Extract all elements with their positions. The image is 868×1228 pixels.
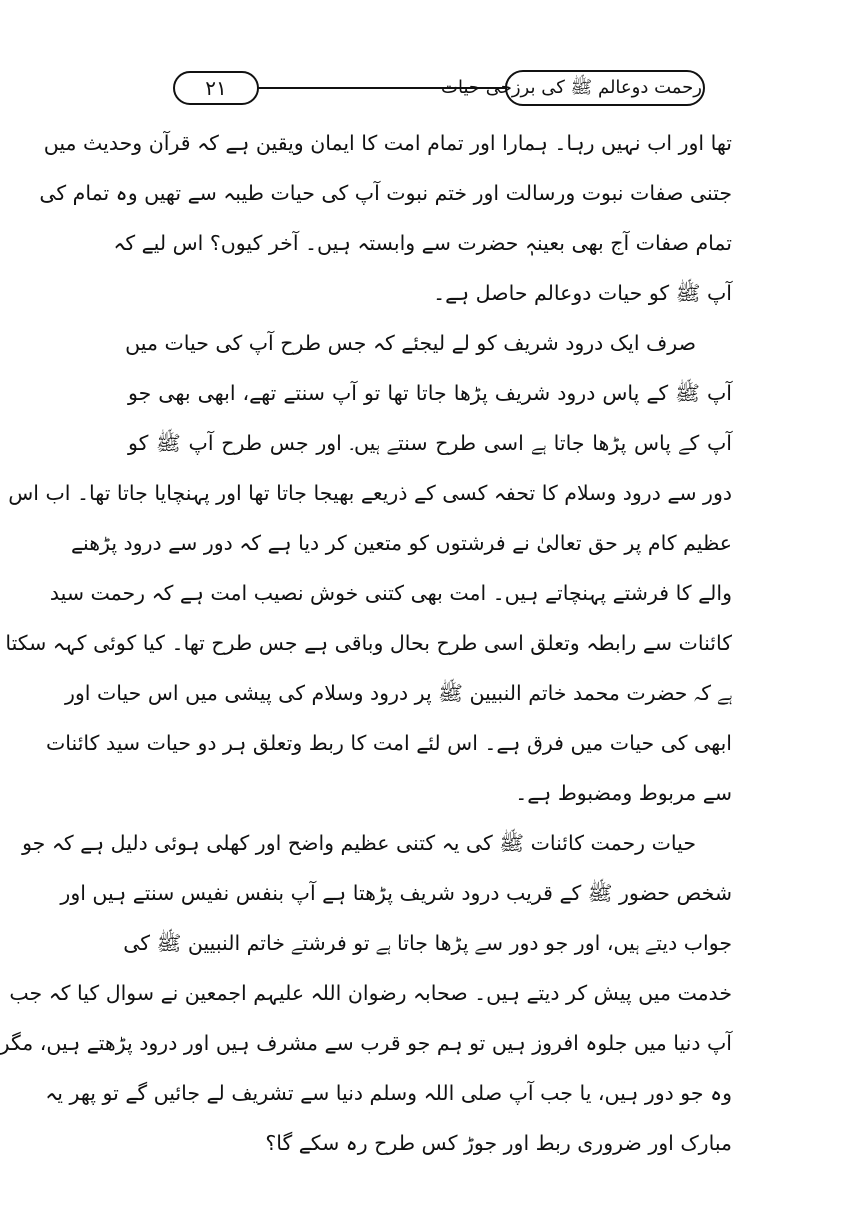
text-line: دور سے درود وسلام کا تحفہ کسی کے ذریعے بھیجا جاتا تھا اور پہنچایا جاتا تھا۔ اب اس [8, 481, 732, 505]
paragraph [0, 818, 732, 1168]
text-line: آپ ﷺ کے پاس درود شریف پڑھا جاتا تھا تو آپ سنتے تھے، ابھی بھی جو [128, 381, 732, 405]
running-title: رحمت دوعالم ﷺ کی برزخی حیات [441, 77, 702, 98]
text-line: آپ دنیا میں جلوہ افروز ہیں تو ہم جو قرب سے مشرف ہیں اور درود پڑھتے ہیں، مگر [0, 1031, 732, 1055]
text-line: شخص حضور ﷺ کے قریب درود شریف پڑھتا ہے آپ بنفس نفیس سنتے ہیں اور [60, 881, 732, 905]
text-line: خدمت میں پیش کر دیتے ہیں۔ صحابہ رضوان اللہ علیہم اجمعین نے سوال کیا کہ جب [9, 981, 732, 1005]
text-line: جتنی صفات نبوت ورسالت اور ختم نبوت آپ کی حیات طیبہ سے تھیں وہ تمام کی [39, 181, 732, 205]
text-line: کائنات سے رابطہ وتعلق اسی طرح بحال وباقی ہے جس طرح تھا۔ کیا کوئی کہہ سکتا [5, 631, 732, 655]
text-line: جواب دیتے ہیں، اور جو دور سے پڑھا جاتا ہے تو فرشتے خاتم النبیین ﷺ کی [123, 931, 732, 955]
text-line: تمام صفات آج بھی بعینہٖ حضرت سے وابستہ ہیں۔ آخر کیوں؟ اس لیے کہ [113, 231, 732, 255]
text-line: ہے کہ حضرت محمد خاتم النبیین ﷺ پر درود وسلام کی پیشی میں اس حیات اور [64, 681, 732, 705]
text-line: والے کا فرشتے پہنچاتے ہیں۔ امت بھی کتنی خوش نصیب امت ہے کہ رحمت سید [49, 581, 732, 605]
page-number: ۲۱ [205, 76, 227, 100]
paragraph [39, 118, 732, 318]
text-line: صرف ایک درود شریف کو لے لیجئے کہ جس طرح آپ کی حیات میں [125, 331, 696, 355]
paragraph [5, 318, 732, 818]
text-line: عظیم کام پر حق تعالیٰ نے فرشتوں کو متعین کر دیا ہے کہ دور سے درود پڑھنے [71, 531, 732, 555]
text-line: وہ جو دور ہیں، یا جب آپ صلی اللہ وسلم دنیا سے تشریف لے جائیں گے تو پھر یہ [45, 1081, 732, 1105]
page-header [160, 68, 712, 108]
text-line: ابھی کی حیات میں فرق ہے۔ اس لئے امت کا ربط وتعلق ہر دو حیات سید کائنات [45, 731, 732, 755]
body-text [0, 118, 732, 1168]
text-line: حیات رحمت کائنات ﷺ کی یہ کتنی عظیم واضح اور کھلی ہوئی دلیل ہے کہ جو [22, 831, 696, 855]
text-line: آپ کے پاس پڑھا جاتا ہے اسی طرح سنتے ہیں۔ اور جس طرح آپ ﷺ کو [128, 431, 732, 455]
text-line: سے مربوط ومضبوط ہے۔ [515, 781, 732, 805]
text-line: آپ ﷺ کو حیات دوعالم حاصل ہے۔ [433, 281, 732, 305]
text-line: تھا اور اب نہیں رہا۔ ہمارا اور تمام امت کا ایمان ویقین ہے کہ قرآن وحدیث میں [43, 131, 732, 155]
text-line: مبارک اور ضروری ربط اور جوڑ کس طرح رہ سکے گا؟ [265, 1131, 732, 1155]
